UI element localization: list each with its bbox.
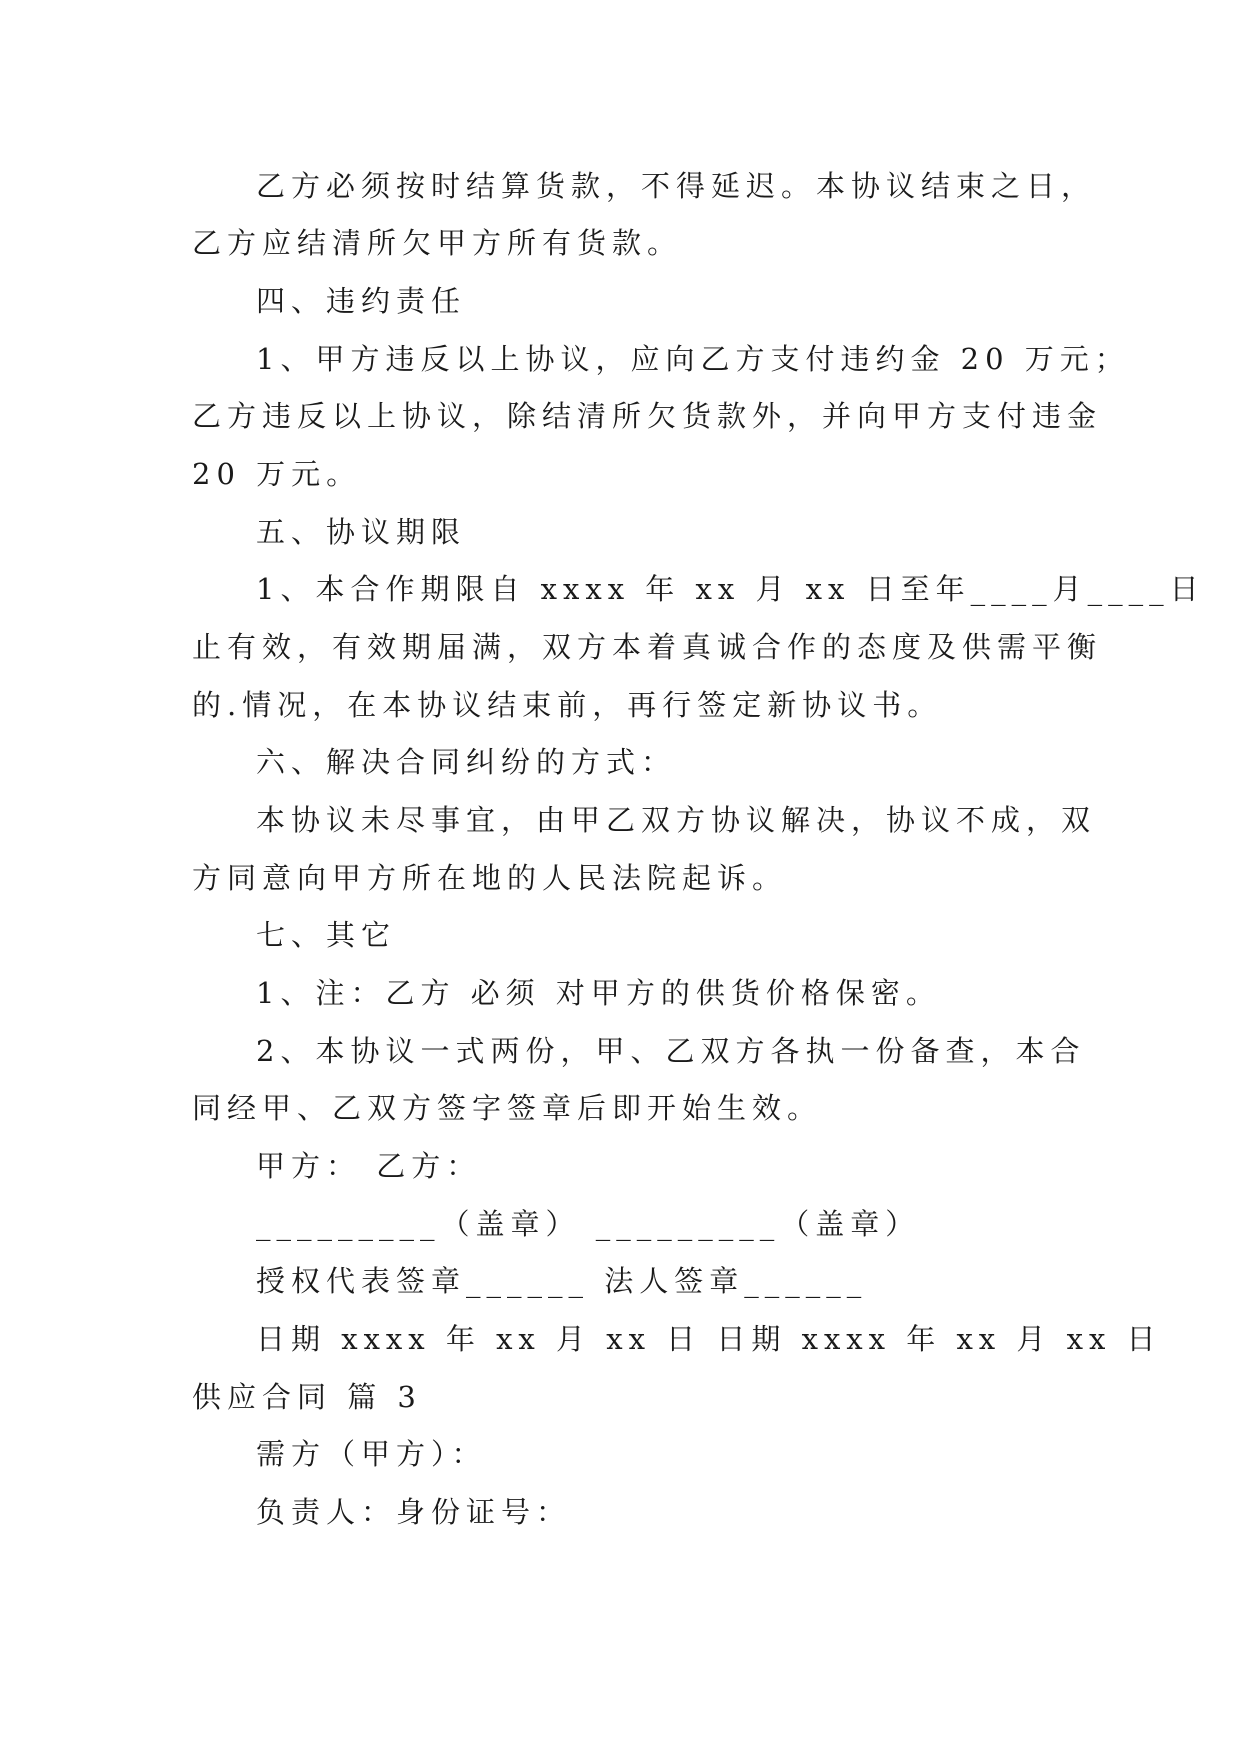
signature-representative-line: 授权代表签章______ 法人签章______ xyxy=(256,1264,868,1298)
paragraph-line: 乙方应结清所欠甲方所有货款。 xyxy=(192,226,683,260)
paragraph-line: 的.情况，在本协议结束前，再行签定新协议书。 xyxy=(192,688,943,722)
paragraph-line: 20 万元。 xyxy=(192,457,362,491)
signature-date-line: 日期 xxxx 年 xx 月 xx 日 日期 xxxx 年 xx 月 xx 日 xyxy=(256,1322,1162,1356)
party-line: 需方（甲方）： xyxy=(256,1437,487,1471)
section-heading: 五、协议期限 xyxy=(256,515,467,549)
paragraph-line: 止有效，有效期届满，双方本着真诚合作的态度及供需平衡 xyxy=(192,630,1103,664)
party-line: 负责人：身份证号： xyxy=(256,1495,572,1529)
signature-seal-line: _________（盖章） _________（盖章） xyxy=(256,1207,921,1241)
paragraph-line: 1、注：乙方 必须 对甲方的供货价格保密。 xyxy=(256,976,941,1010)
signature-parties: 甲方： 乙方： xyxy=(256,1149,482,1183)
paragraph-line: 2、本协议一式两份，甲、乙双方各执一份备查，本合 xyxy=(256,1034,1086,1068)
paragraph-line: 乙方违反以上协议，除结清所欠货款外，并向甲方支付违金 xyxy=(192,399,1103,433)
paragraph-line: 乙方必须按时结算货款，不得延迟。本协议结束之日， xyxy=(256,169,1097,203)
section-heading: 六、解决合同纠纷的方式： xyxy=(256,745,677,779)
section-heading: 七、其它 xyxy=(256,918,397,952)
section-heading: 四、违约责任 xyxy=(256,284,467,318)
paragraph-line: 本协议未尽事宜，由甲乙双方协议解决，协议不成，双 xyxy=(256,803,1097,837)
paragraph-line: 1、甲方违反以上协议，应向乙方支付违约金 20 万元； xyxy=(256,342,1130,376)
paragraph-line: 1、本合作期限自 xxxx 年 xx 月 xx 日至年____月____日 xyxy=(256,572,1205,606)
contract-title: 供应合同 篇 3 xyxy=(192,1380,422,1414)
paragraph-line: 同经甲、乙双方签字签章后即开始生效。 xyxy=(192,1091,823,1125)
paragraph-line: 方同意向甲方所在地的人民法院起诉。 xyxy=(192,861,788,895)
